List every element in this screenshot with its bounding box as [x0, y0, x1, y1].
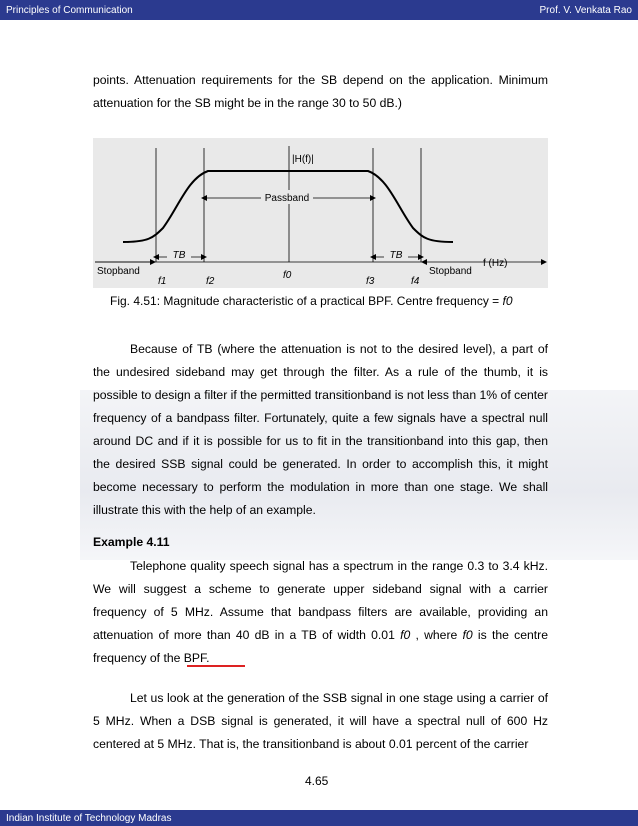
stopband-right-arrowhead — [421, 259, 427, 265]
bpf-response-curve — [123, 171, 453, 242]
f4-label: f4 — [411, 276, 420, 287]
passband-label: Passband — [264, 193, 310, 204]
stopband-left-label: Stopband — [97, 266, 140, 277]
caption-symbol: f0 — [502, 294, 513, 308]
paragraph-ssb-generation: Let us look at the generation of the SSB signal in one stage using a carrier of 5 MHz. When a DSB signal is generated, it will have a spectral null of 600 Hz centered at 5 MHz. That is, the transitionband is about 0.01 percent of the carrier — [93, 691, 548, 751]
example-text-c: is the centre frequency of the BPF. — [93, 628, 548, 665]
caption-text: Fig. 4.51: Magnitude characteristic of a practical BPF. Centre frequency = — [110, 294, 503, 308]
f3-label: f3 — [366, 276, 375, 287]
example-text-a: Telephone quality speech signal has a spectrum in the range 0.3 to 3.4 kHz. We will suggest a scheme to generate upper sideband signal with a carrier frequency of 5 MHz. Assume that bandpass filters are available, providing an attenuation of more than 40 dB in a TB of width 0.01 — [93, 559, 548, 642]
paragraph-transitionband: Because of TB (where the attenuation is not to the desired level), a part of the undesired sideband may get through the filter. As a rule of the thumb, it is possible to design a filter if the permitted transitionband is not less than 1% of center frequency of a bandpass filter. Fortunately, quite a few signals have a spectral null around DC and if it is possible for us to fit in the transitionband into this gap, then the desired SSB signal could be generated. In order to accomplish this, it might become necessary to perform the modulation in more than one stage. We shall illustrate this with the help of an example. — [93, 342, 548, 517]
figure-caption — [110, 292, 560, 310]
hf-label: |H(f)| — [292, 154, 314, 165]
footer-bar — [0, 810, 638, 826]
bpf-magnitude-plot — [93, 138, 548, 288]
bpf-figure — [93, 138, 548, 288]
example-heading: Example 4.11 — [93, 535, 170, 549]
stopband-left-arrowhead — [150, 259, 156, 265]
example-symbol-1: f0 — [400, 628, 411, 642]
footer-institute: Indian Institute of Technology Madras — [6, 812, 172, 824]
stopband-right-label: Stopband — [429, 266, 472, 277]
frequency-axis-label: f (Hz) — [483, 258, 508, 269]
header-bar — [0, 0, 638, 20]
example-paragraph — [93, 555, 548, 670]
f0-label: f0 — [283, 270, 292, 281]
tb-left-label: TB — [172, 250, 186, 261]
red-annotation-line — [187, 665, 245, 667]
paragraph-attenuation: points. Attenuation requirements for the SB depend on the application. Minimum attenuation for the SB might be in the range 30 to 50 dB.) — [93, 73, 548, 110]
header-author: Prof. V. Venkata Rao — [539, 4, 632, 16]
example-text-b: , where — [410, 628, 463, 642]
f1-label: f1 — [158, 276, 167, 287]
page-number: 4.65 — [305, 774, 329, 788]
tb-right-label: TB — [389, 250, 403, 261]
f2-label: f2 — [206, 276, 215, 287]
axis-arrowhead — [541, 259, 547, 265]
example-symbol-2: f0 — [462, 628, 473, 642]
header-course-title: Principles of Communication — [6, 4, 133, 16]
